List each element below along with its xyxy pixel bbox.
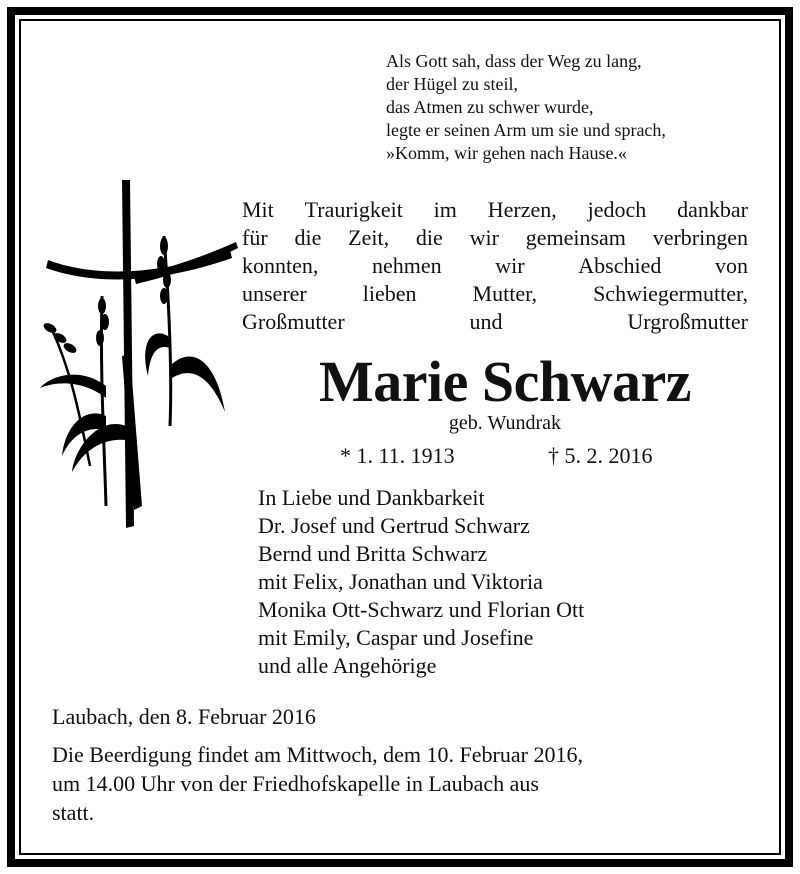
- mourners-list: [258, 484, 584, 680]
- death-date: † 5. 2. 2016: [548, 443, 653, 468]
- mourners-line: In Liebe und Dankbarkeit: [258, 485, 485, 510]
- mourners-line: mit Emily, Caspar und Josefine: [258, 625, 534, 650]
- intro-line: Mit Traurigkeit im Herzen, jedoch dankbar: [242, 197, 748, 222]
- mourners-line: Dr. Josef und Gertrud Schwarz: [258, 513, 530, 538]
- funeral-line: statt.: [52, 800, 95, 825]
- mourners-line: Monika Ott-Schwarz und Florian Ott: [258, 597, 585, 622]
- cross-with-wheat-icon: [30, 176, 245, 532]
- birth-name: geb. Wundrak: [448, 412, 562, 434]
- intro-text: [242, 196, 748, 336]
- mourners-line: und alle Angehörige: [258, 653, 437, 678]
- mourners-line: mit Felix, Jonathan und Viktoria: [258, 569, 543, 594]
- intro-line: konnten, nehmen wir Abschied von: [242, 253, 748, 278]
- poem-line: das Atmen zu schwer wurde,: [386, 97, 594, 117]
- intro-line: unserer lieben Mutter, Schwiegermutter,: [242, 281, 748, 306]
- intro-line: Großmutter und Urgroßmutter: [242, 309, 748, 334]
- mourners-line: Bernd und Britta Schwarz: [258, 541, 488, 566]
- funeral-notice: [52, 740, 752, 827]
- place-and-date: Laubach, den 8. Februar 2016: [52, 704, 316, 729]
- poem-line: »Komm, wir gehen nach Hause.«: [386, 143, 627, 163]
- deceased-name: Marie Schwarz: [319, 349, 691, 414]
- funeral-line: um 14.00 Uhr von der Friedhofskapelle in Laubach aus: [52, 771, 539, 796]
- funeral-line: Die Beerdigung findet am Mittwoch, dem 10. Februar 2016,: [52, 742, 583, 767]
- poem-line: der Hügel zu steil,: [386, 74, 518, 94]
- birth-date: * 1. 11. 1913: [340, 443, 455, 468]
- poem-line: legte er seinen Arm um sie und sprach,: [386, 120, 666, 140]
- poem: [386, 50, 766, 165]
- poem-line: Als Gott sah, dass der Weg zu lang,: [386, 51, 642, 71]
- intro-line: für die Zeit, die wir gemeinsam verbringen: [242, 225, 748, 250]
